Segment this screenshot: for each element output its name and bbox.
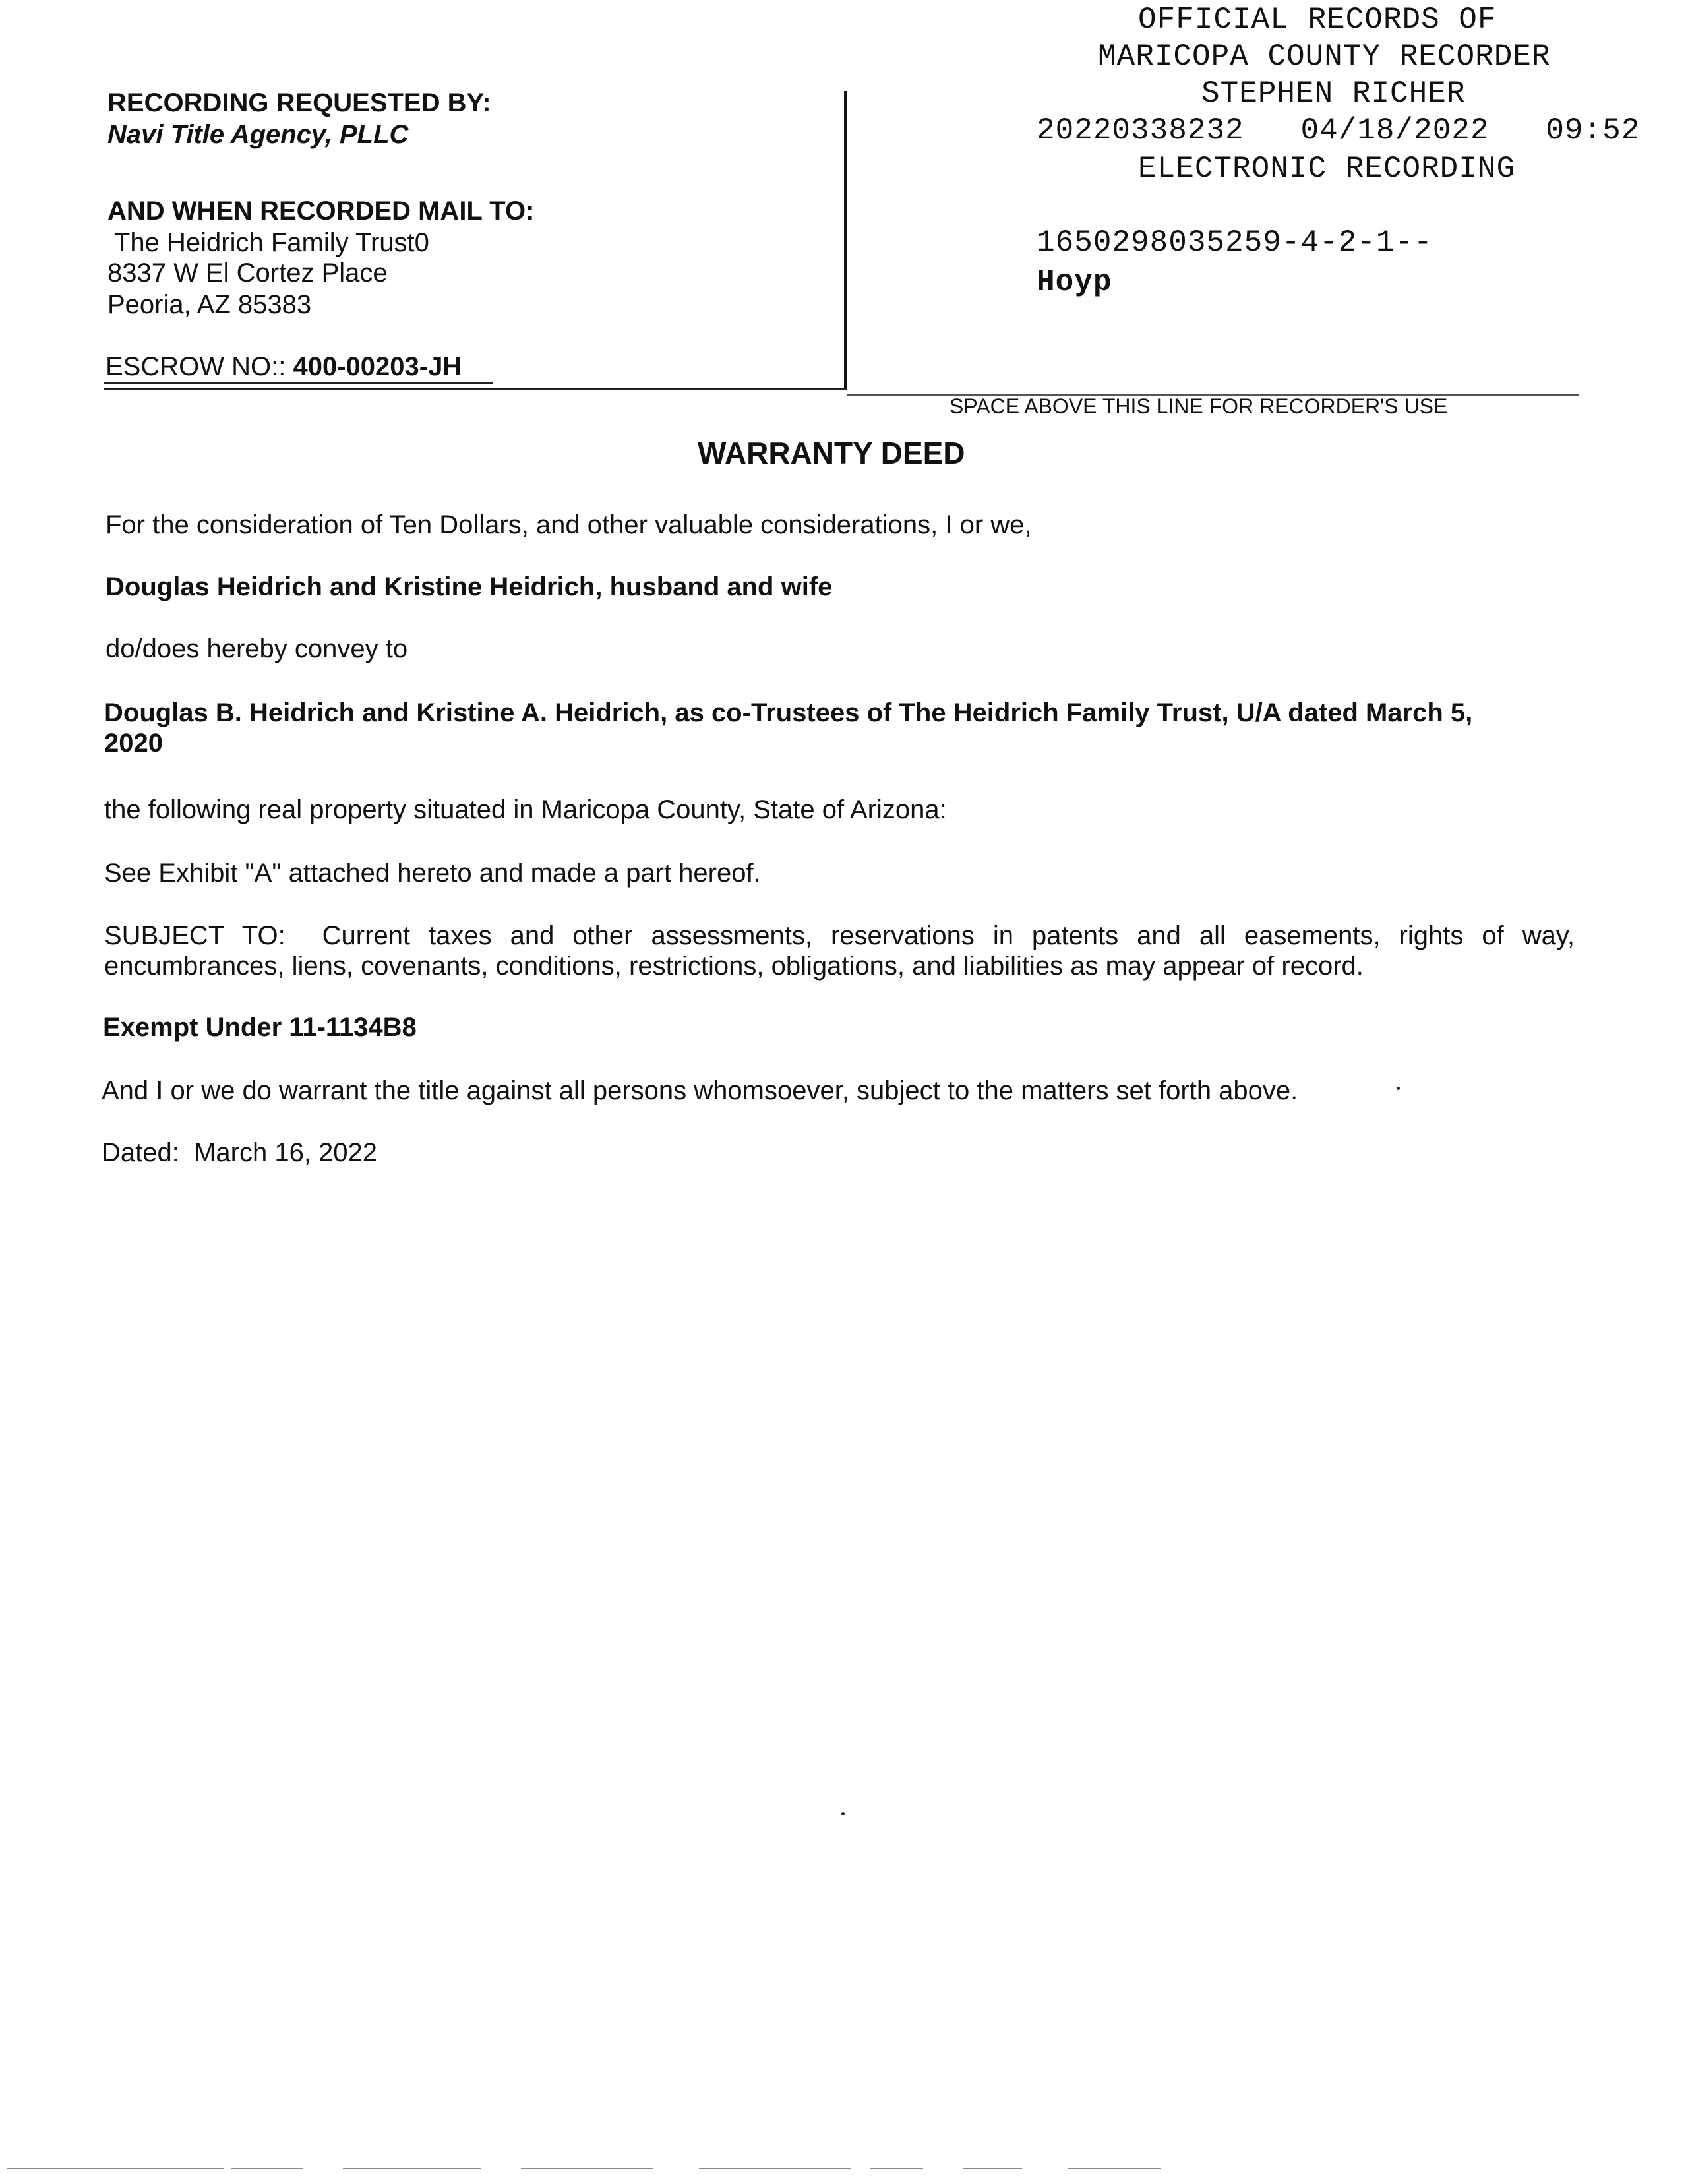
scan-artifact bbox=[521, 2168, 653, 2169]
stamp-line-4: 20220338232 04/18/2022 09:52 bbox=[1037, 113, 1641, 148]
exhibit-text: See Exhibit "A" attached hereto and made a part hereof. bbox=[104, 859, 761, 888]
dated-text: Dated: March 16, 2022 bbox=[102, 1138, 378, 1167]
scan-artifact bbox=[1068, 2168, 1160, 2169]
recorder-use-caption: SPACE ABOVE THIS LINE FOR RECORDER'S USE bbox=[950, 394, 1448, 418]
convey-text: do/does hereby convey to bbox=[106, 634, 408, 663]
escrow-number: 400-00203-JH bbox=[293, 352, 462, 381]
mail-to-name: The Heidrich Family Trust0 bbox=[114, 228, 429, 257]
scan-artifact bbox=[699, 2168, 851, 2169]
deed-title: WARRANTY DEED bbox=[698, 436, 965, 470]
scan-speck bbox=[841, 1812, 845, 1815]
scan-speck bbox=[1397, 1087, 1400, 1090]
recording-requested-by: Navi Title Agency, PLLC bbox=[107, 120, 409, 149]
scan-artifact bbox=[7, 2168, 224, 2169]
property-text: the following real property situated in Maricopa County, State of Arizona: bbox=[104, 795, 947, 824]
scan-artifact bbox=[870, 2168, 923, 2169]
stamp-line-5: ELECTRONIC RECORDING bbox=[1138, 152, 1516, 186]
scan-artifact bbox=[231, 2168, 303, 2169]
stamp-user: Hoyp bbox=[1037, 265, 1112, 299]
subject-to-text: SUBJECT TO: Current taxes and other assessments, reservations in patents and all easements, rights of way, encumbrances, liens, covenants, conditions, restrictions, obligations, and liabilities as may appear of record. bbox=[104, 921, 1582, 981]
stamp-line-3: STEPHEN RICHER bbox=[1201, 76, 1466, 111]
recording-requested-label: RECORDING REQUESTED BY: bbox=[107, 88, 491, 117]
mail-to-street: 8337 W El Cortez Place bbox=[107, 258, 388, 288]
escrow-underline bbox=[104, 382, 493, 384]
stamp-line-1: OFFICIAL RECORDS OF bbox=[1138, 3, 1497, 37]
scan-artifact bbox=[963, 2168, 1022, 2169]
grantees-text: Douglas B. Heidrich and Kristine A. Heidrich, as co-Trustees of The Heidrich Family Trust, U/A dated March 5, 2020 bbox=[104, 698, 1473, 758]
exempt-text: Exempt Under 11-1134B8 bbox=[103, 1013, 417, 1042]
warrant-text: And I or we do warrant the title against all persons whomsoever, subject to the matters set forth above. bbox=[102, 1076, 1298, 1105]
header-horizontal-rule-left bbox=[104, 388, 847, 390]
escrow-line bbox=[106, 352, 462, 382]
scan-artifact bbox=[343, 2168, 481, 2169]
mail-to-city: Peoria, AZ 85383 bbox=[107, 290, 312, 319]
consideration-text: For the consideration of Ten Dollars, and other valuable considerations, I or we, bbox=[106, 510, 1032, 539]
stamp-line-2: MARICOPA COUNTY RECORDER bbox=[1098, 40, 1551, 74]
mail-to-label: AND WHEN RECORDED MAIL TO: bbox=[107, 197, 535, 226]
stamp-code: 1650298035259-4-2-1-- bbox=[1037, 226, 1433, 260]
escrow-label: ESCROW NO:: bbox=[106, 352, 293, 381]
header-vertical-divider bbox=[844, 91, 847, 388]
grantors-text: Douglas Heidrich and Kristine Heidrich, husband and wife bbox=[106, 572, 833, 601]
